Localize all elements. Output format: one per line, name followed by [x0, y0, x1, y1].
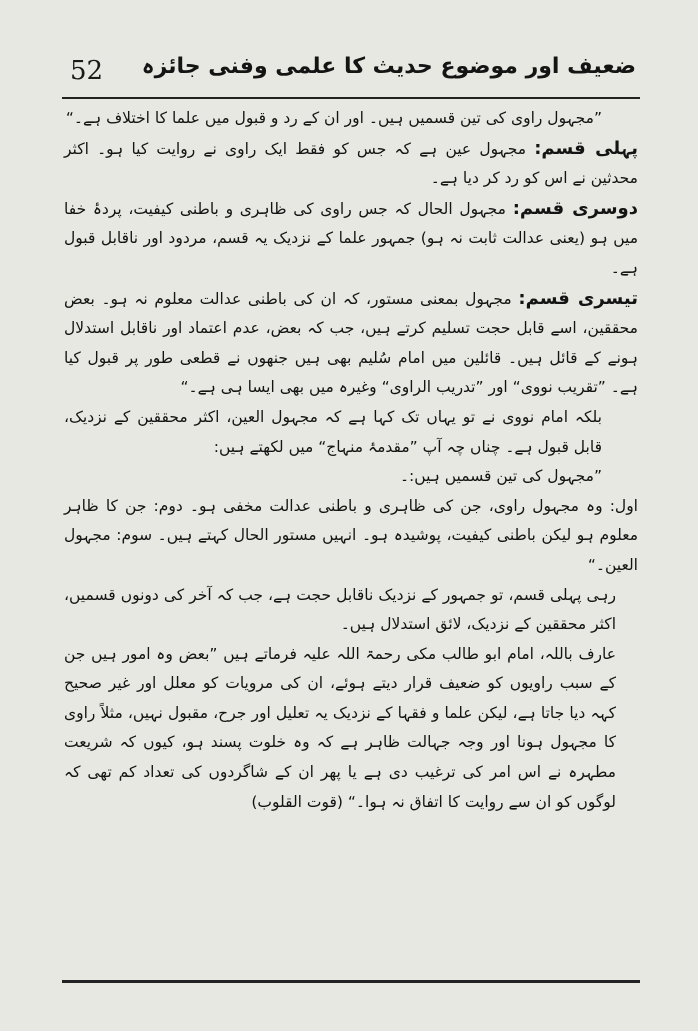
paragraph-text: بلکہ امام نووی نے تو یہاں تک کہا ہے کہ مجہول العین، اکثر محققین کے نزدیک، قابل قبول ہے۔ چناں چہ آپ ”مقدمۂ منہاج“ میں لکھتے ہیں:	[64, 407, 602, 456]
paragraph	[64, 640, 638, 818]
paragraph	[64, 492, 638, 581]
paragraph	[64, 462, 638, 492]
paragraph-text: مجہول بمعنی مستور، کہ ان کی باطنی عدالت معلوم نہ ہو۔ بعض محققین، اسے قابل حجت تسلیم کرتے ہیں، جب کہ بعض، عدم اعتماد اور ناقابل استدلال ہونے کے قائل ہیں۔ قائلین میں امام سُلیم بھی ہیں جنھوں نے قطعی طور پر قبول کیا ہے۔ ”تقریب نووی“ اور ”تدریب الراوی“ وغیرہ میں بھی ایسا ہی ہے۔“	[64, 289, 638, 397]
section-heading: پہلی قسم:	[534, 137, 639, 159]
paragraph	[64, 134, 638, 194]
paragraph	[64, 104, 638, 134]
running-title: ضعیف اور موضوع حدیث کا علمی وفنی جائزہ	[141, 54, 636, 79]
paragraph-text: ”مجہول راوی کی تین قسمیں ہیں۔ اور ان کے رد و قبول میں علما کا اختلاف ہے۔“	[65, 109, 602, 127]
page-number: 52	[70, 56, 104, 86]
body-text	[64, 104, 638, 817]
page-header	[58, 50, 640, 98]
header-rule	[62, 97, 640, 99]
paragraph-text: مجہول عین ہے کہ جس کو فقط ایک راوی نے روایت کیا ہو۔ اکثر محدثین نے اس کو رد کر دیا ہے۔	[64, 139, 638, 188]
paragraph-text: ”مجہول کی تین قسمیں ہیں:۔	[399, 467, 602, 486]
paragraph	[64, 284, 638, 403]
section-heading: تیسری قسم:	[518, 287, 638, 309]
paragraph-text: رہی پہلی قسم، تو جمہور کے نزدیک ناقابل حجت ہے، جب کہ آخر کی دونوں قسمیں، اکثر محققین کے نزدیک، لائق استدلال ہیں۔	[64, 585, 616, 634]
footer-rule	[62, 980, 640, 983]
paragraph-text: عارف باللہ، امام ابو طالب مکی رحمۃ اللہ علیہ فرماتے ہیں ”بعض وہ امور ہیں جن کے سبب راویوں کو ضعیف قرار دیتے ہوئے، ان کی مرویات کو معلل اور غیر صحیح کہہ دیا جاتا ہے، لیکن علما و فقہا کے نزدیک یہ تعلیل اور جرح، مقبول نہیں، مثلاً راوی کا مجہول ہونا اور وجہ جہالت ظاہر ہے کہ وہ خلوت پسند ہو، کیوں کہ شریعت مطہرہ نے اس امر کی ترغیب دی ہے یا پھر ان کے شاگردوں کی تعداد کم تھی کہ لوگوں کو ان سے روایت کا اتفاق نہ ہوا۔“ (قوت القلوب)	[64, 644, 616, 811]
paragraph	[64, 403, 638, 462]
paragraph-text: اول: وہ مجہول راوی، جن کی ظاہری و باطنی عدالت مخفی ہو۔ دوم: جن کا ظاہر معلوم ہو لیکن باطنی کیفیت، پوشیدہ ہو۔ انہیں مستور الحال کہتے ہیں۔ سوم: مجہول العین۔“	[64, 496, 638, 574]
paragraph-text: مجہول الحال کہ جس راوی کی ظاہری و باطنی کیفیت، پردۂ خفا میں ہو (یعنی عدالت ثابت نہ ہو) جمہور علما کے نزدیک یہ قسم، مردود اور ناقابل قبول ہے۔	[64, 199, 638, 277]
section-heading: دوسری قسم:	[512, 197, 638, 219]
paragraph	[64, 194, 638, 284]
paragraph	[64, 581, 638, 640]
